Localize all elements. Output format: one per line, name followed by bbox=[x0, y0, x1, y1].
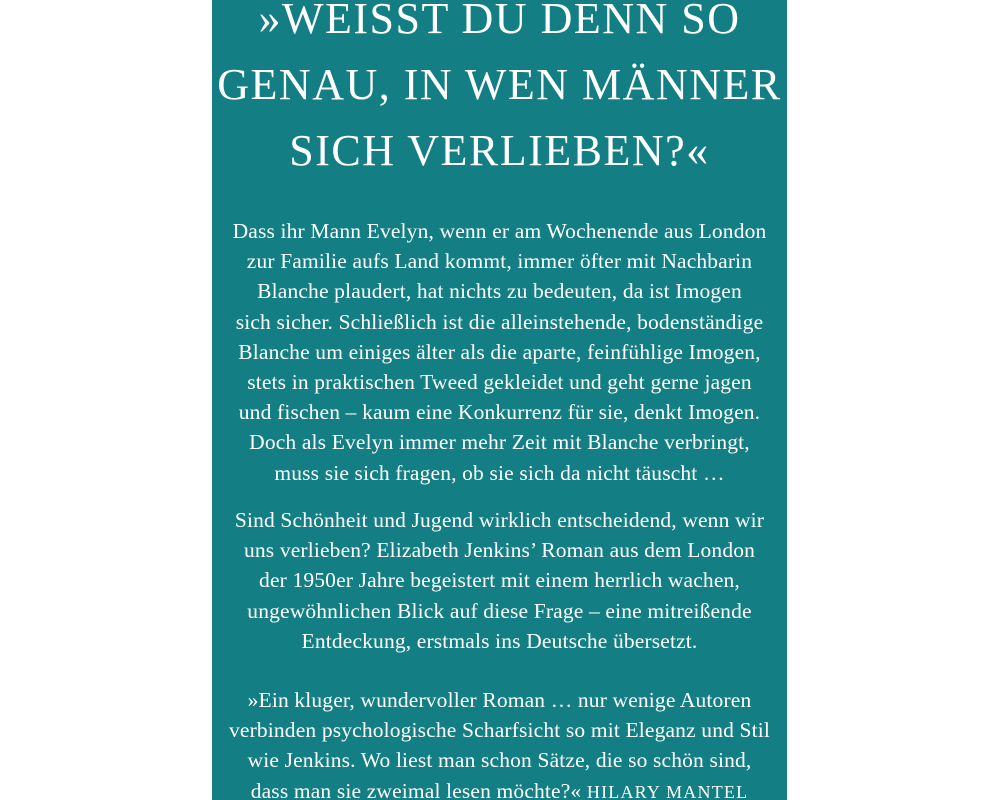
text-line: Dass ihr Mann Evelyn, wenn er am Wochenende aus London bbox=[232, 219, 767, 243]
text-line: verbinden psychologische Scharfsicht so mit Eleganz und Stil bbox=[228, 718, 771, 743]
text-line: zur Familie aufs Land kommt, immer öfter mit Nachbarin bbox=[246, 249, 753, 274]
text-line: Sind Schönheit und Jugend wirklich entscheidend, wenn wir bbox=[234, 508, 765, 532]
text-line: Blanche um einiges älter als die aparte, feinfühlige Imogen, bbox=[238, 339, 761, 364]
text-line: muss sie sich fragen, ob sie sich da nicht täuscht … bbox=[274, 460, 725, 485]
text-line: Entdeckung, erstmals ins Deutsche übersetzt. bbox=[301, 628, 698, 653]
text-line: Blanche plaudert, hat nichts zu bedeuten, da ist Imogen bbox=[257, 279, 742, 304]
text-line: »Ein kluger, wundervoller Roman … nur wenige Autoren bbox=[247, 688, 752, 712]
text-line: uns verlieben? Elizabeth Jenkins’ Roman aus dem London bbox=[243, 538, 756, 563]
text-line: ungewöhnlichen Blick auf diese Frage – eine mitreißende bbox=[247, 598, 752, 623]
headline-line-3: SICH VERLIEBEN?« bbox=[289, 126, 710, 175]
headline-line-1: »WEISST DU DENN SO bbox=[258, 0, 741, 43]
review-quote bbox=[212, 685, 787, 800]
text-line: und fischen – kaum eine Konkurrenz für sie, denkt Imogen. bbox=[238, 400, 761, 425]
headline bbox=[212, 0, 787, 184]
text-line: stets in praktischen Tweed gekleidet und geht gerne jagen bbox=[247, 370, 752, 395]
quote-last-line: dass man sie zweimal lesen möchte?« bbox=[250, 778, 582, 800]
text-line bbox=[212, 776, 787, 800]
description-paragraph bbox=[212, 505, 787, 656]
synopsis-paragraph bbox=[212, 216, 787, 488]
text-line: Doch als Evelyn immer mehr Zeit mit Blanche verbringt, bbox=[249, 430, 750, 455]
text-line: sich sicher. Schließlich ist die alleinstehende, bodenständige bbox=[235, 309, 764, 334]
quote-attribution: HILARY MANTEL bbox=[586, 781, 749, 800]
headline-line-2: GENAU, IN WEN MÄNNER bbox=[217, 60, 782, 109]
book-back-cover-panel bbox=[212, 0, 787, 800]
text-line: der 1950er Jahre begeistert mit einem herrlich wachen, bbox=[259, 568, 740, 593]
text-line: wie Jenkins. Wo liest man schon Sätze, die so schön sind, bbox=[247, 748, 752, 773]
